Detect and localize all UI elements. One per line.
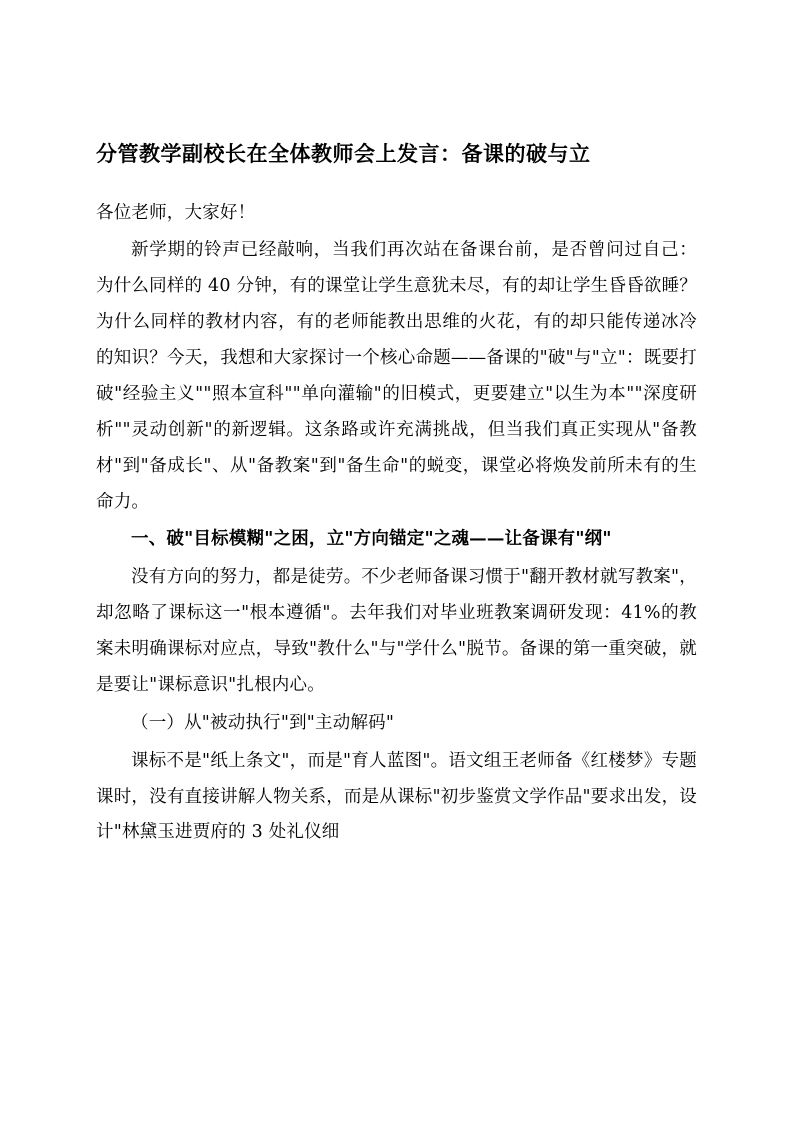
paragraph-opening: 新学期的铃声已经敲响，当我们再次站在备课台前，是否曾问过自己：为什么同样的 40 分钟，有的课堂让学生意犹未尽，有的却让学生昏昏欲睡？为什么同样的教材内容，有的老师能教出思维的火花，有的却只能传递冰冷的知识？今天，我想和大家探讨一个核心命题——备课的"破"与"立"：既要打破"经验主义""照本宣科""单向灌输"的旧模式，更要建立"以生为本""深度研析""灵动创新"的新逻辑。这条路或许充满挑战，但当我们真正实现从"备教材"到"备成长"、从"备教案"到"备生命"的蜕变，课堂必将焕发前所未有的生命力。 <box>96 240 697 512</box>
paragraph-body-1-1: 课标不是"纸上条文"，而是"育人蓝图"。语文组王老师备《红楼梦》专题课时，没有直接讲解人物关系，而是从课标"初步鉴赏文学作品"要求出发，设计"林黛玉进贾府的 3 处礼仪细 <box>96 750 697 843</box>
paragraph-salutation: 各位老师，大家好！ <box>96 202 256 223</box>
paragraph-body-1: 没有方向的努力，都是徒劳。不少老师备课习惯于"翻开教材就写教案"，却忽略了课标这一"根本遵循"。去年我们对毕业班教案调研发现：41%的教案未明确课标对应点，导致"教什么"与"学什么"脱节。备课的第一重突破，就是要让"课标意识"扎根内心。 <box>96 567 697 695</box>
page-title: 分管教学副校长在全体教师会上发言：备课的破与立 <box>96 141 591 166</box>
subsection-heading-1-1: （一）从"被动执行"到"主动解码" <box>131 712 395 733</box>
section-heading-1: 一、破"目标模糊"之困，立"方向锚定"之魂——让备课有"纲" <box>131 529 612 550</box>
